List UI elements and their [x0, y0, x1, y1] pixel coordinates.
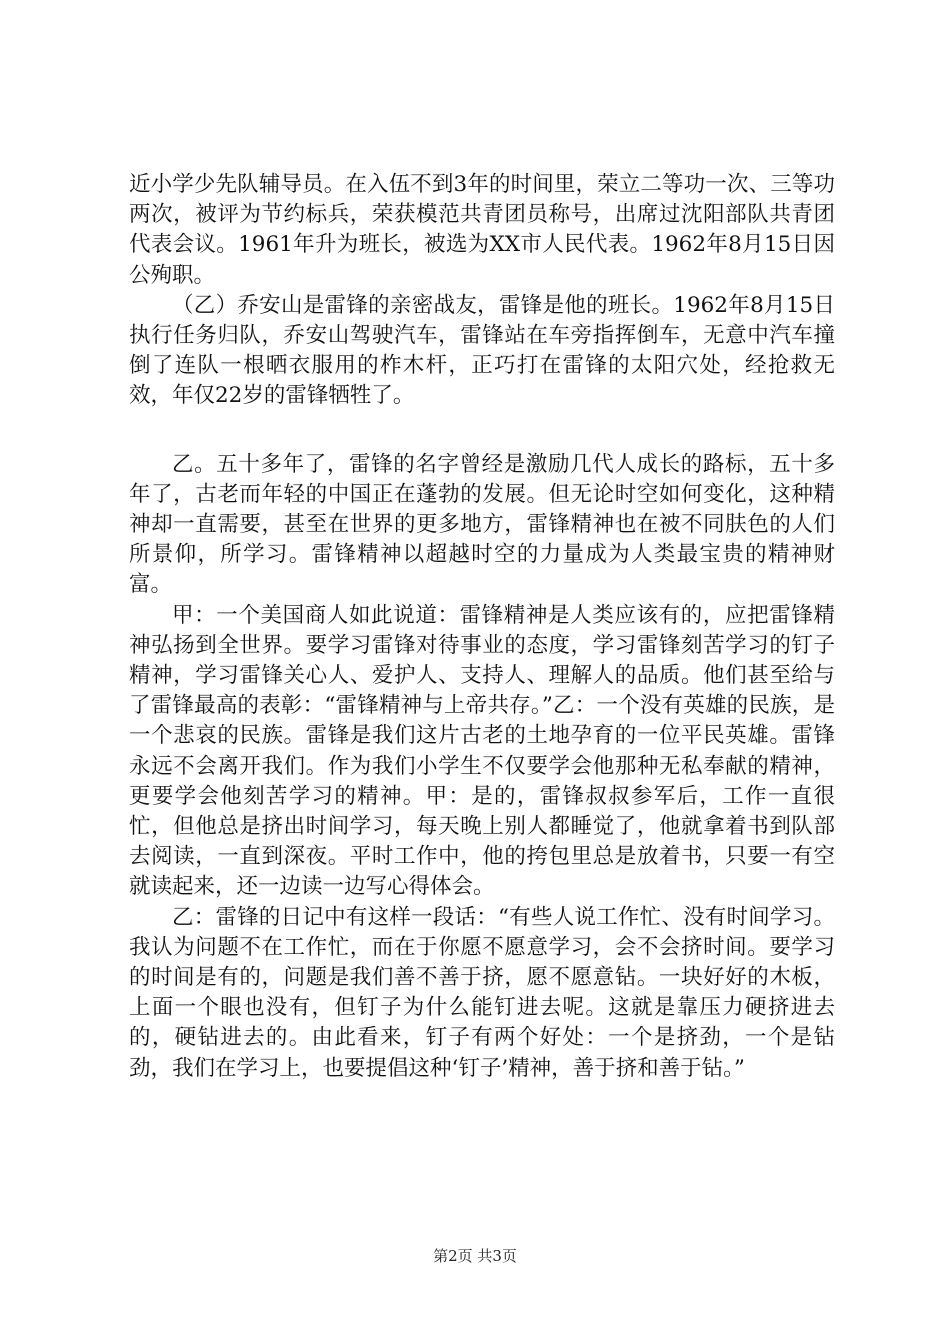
paragraph-yi-fifty-years: 乙。五十多年了，雷锋的名字曾经是激励几代人成长的路标，五十多年了，古老而年轻的中国正在蓬勃的发展。但无论时空如何变化，这种精神却一直需要，甚至在世界的更多地方，雷锋精神也在被不同肤色的人们所景仰，所学习。雷锋精神以超越时空的力量成为人类最宝贵的精神财富。 — [129, 451, 835, 598]
paragraph-jia-american: 甲：一个美国商人如此说道：雷锋精神是人类应该有的，应把雷锋精神弘扬到全世界。要学习雷锋对待事业的态度，学习雷锋刻苦学习的钉子精神，学习雷锋关心人、爱护人、支持人、理解人的品质。他们甚至给与了雷锋最高的表彰：“雷锋精神与上帝共存。”乙：一个没有英雄的民族，是一个悲哀的民族。雷锋是我们这片古老的土地孕育的一位平民英雄。雷锋永远不会离开我们。作为我们小学生不仅要学会他那种无私奉献的精神，更要学会他刻苦学习的精神。甲：是的，雷锋叔叔参军后，工作一直很忙，但他总是挤出时间学习，每天晚上别人都睡觉了，他就拿着书到队部去阅读，一直到深夜。平时工作中，他的挎包里总是放着书，只要一有空就读起来，还一边读一边写心得体会。 — [129, 602, 835, 900]
paragraph-yi-qiaoanshan: （乙）乔安山是雷锋的亲密战友，雷锋是他的班长。1962年8月15日执行任务归队，乔安山驾驶汽车，雷锋站在车旁指挥倒车，无意中汽车撞倒了连队一根晒衣服用的柞木杆，正巧打在雷锋的太阳穴处，经抢救无效，年仅22岁的雷锋牺牲了。 — [129, 292, 835, 409]
document-body — [129, 170, 835, 1084]
paragraph-gap — [129, 412, 835, 450]
page-footer: 第2页 共3页 — [433, 1247, 517, 1265]
paragraph-continuation: 近小学少先队辅导员。在入伍不到3年的时间里，荣立二等功一次、三等功两次，被评为节约标兵，荣获模范共青团员称号，出席过沈阳部队共青团代表会议。1961年升为班长，被选为XX市人民代表。1962年8月15日因公殉职。 — [129, 172, 835, 288]
paragraph-yi-diary: 乙：雷锋的日记中有这样一段话：“有些人说工作忙、没有时间学习。我认为问题不在工作忙，而在于你愿不愿意学习，会不会挤时间。要学习的时间是有的，问题是我们善不善于挤，愿不愿意钻。一块好好的木板，上面一个眼也没有，但钉子为什么能钉进去呢。这就是靠压力硬挤进去的，硬钻进去的。由此看来，钉子有两个好处：一个是挤劲，一个是钻劲，我们在学习上，也要提倡这种‘钉子’精神，善于挤和善于钻。” — [129, 904, 835, 1081]
